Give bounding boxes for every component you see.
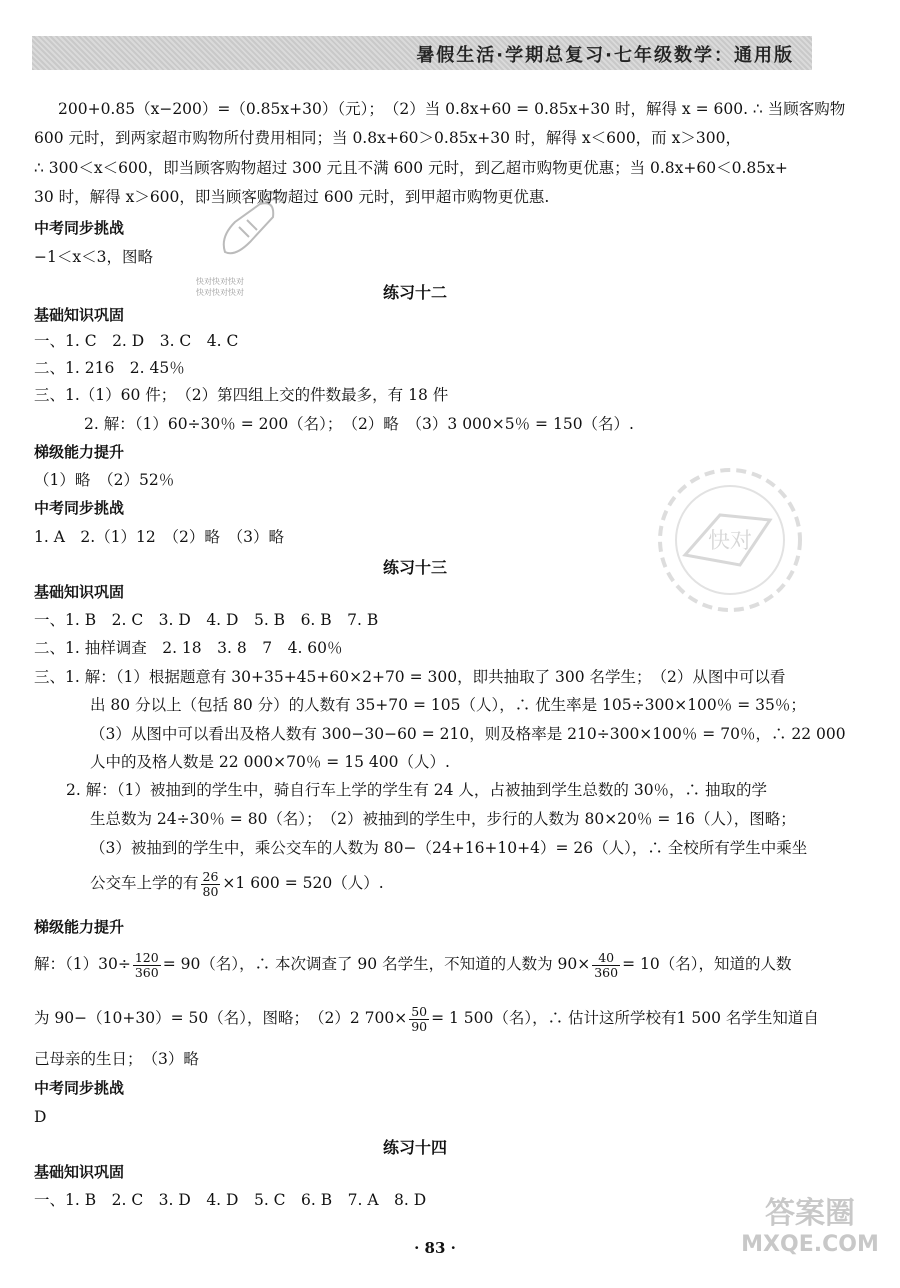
- stamp-watermark-icon: [650, 460, 810, 620]
- answer-line: 己母亲的生日； （3）略: [34, 1050, 199, 1068]
- section-heading: 中考同步挑战: [34, 1079, 125, 1097]
- answer-line: D: [34, 1108, 47, 1126]
- answer-line-with-fraction: 为 90−（10+30）= 50（名），图略； （2）2 700× $\frac{50}{90}$ = 1 500（名），∴ 估计这所学校有1 500 名学生知道自: [34, 1003, 819, 1034]
- answer-line: （3）从图中可以看出及格人数有 300−30−60 = 210，则及格率是 210÷300×100％ = 70％，∴ 22 000: [90, 725, 846, 743]
- answer-line: （1）略 （2）52％: [34, 471, 175, 489]
- answer-line: 1. A 2.（1）12 （2）略 （3）略: [34, 528, 285, 546]
- section-heading: 基础知识巩固: [34, 583, 125, 601]
- answer-line-with-fraction: 解：（1）30÷ $\frac{120}{360}$ = 90（名），∴ 本次调查了 90 名学生，不知道的人数为 90× $\frac{40}{360}$ = 10（名），知道的人数: [34, 949, 792, 980]
- section-heading: 梯级能力提升: [34, 443, 125, 461]
- header-banner: [32, 36, 812, 70]
- section-heading: 中考同步挑战: [34, 219, 125, 237]
- top-line-2: 600 元时，到两家超市购物所付费用相同；当 0.8x+60＞0.85x+30 时，解得 x＜600，而 x＞300，: [34, 129, 741, 147]
- fraction: $\frac{26}{80}$: [202, 868, 219, 899]
- answer-line: 2. 解：（1）60÷30％ = 200（名）； （2）略 （3）3 000×5％ = 150（名）.: [84, 415, 634, 433]
- answer-line: 二、1. 抽样调查 2. 18 3. 8 7 4. 60％: [34, 639, 343, 657]
- answer-line: 2. 解：（1）被抽到的学生中，骑自行车上学的学生有 24 人，占被抽到学生总数的 30％，∴ 抽取的学: [66, 781, 767, 799]
- answer-line: 三、1.（1）60 件； （2）第四组上交的件数最多，有 18 件: [34, 386, 449, 404]
- answer-line: 人中的及格人数是 22 000×70％ = 15 400（人）.: [90, 753, 450, 771]
- section-heading: 基础知识巩固: [34, 1163, 125, 1181]
- answer-line-with-fraction: 公交车上学的有 $\frac{26}{80}$ ×1 600 = 520（人）.: [90, 868, 384, 899]
- section-heading: 中考同步挑战: [34, 499, 125, 517]
- section-heading: 梯级能力提升: [34, 918, 125, 936]
- exercise-title: 练习十四: [382, 1138, 447, 1157]
- top-line-1: 200+0.85（x−200）=（0.85x+30）（元）； （2）当 0.8x+60 = 0.85x+30 时，解得 x = 600. ∴ 当顾客购物: [58, 100, 846, 118]
- answer-line: 一、1. B 2. C 3. D 4. D 5. B 6. B 7. B: [34, 611, 379, 629]
- exercise-title: 练习十二: [382, 283, 447, 302]
- section-heading: 基础知识巩固: [34, 306, 125, 324]
- answer-line: （3）被抽到的学生中，乘公交车的人数为 80−（24+16+10+4）= 26（人），∴ 全校所有学生中乘坐: [90, 839, 808, 857]
- watermark-small-text: 快对快对快对 快对快对快对: [196, 277, 244, 297]
- answer-line: 一、1. B 2. C 3. D 4. D 5. C 6. B 7. A 8. D: [34, 1191, 427, 1209]
- answer-line: 出 80 分以上（包括 80 分）的人数有 35+70 = 105（人），∴ 优生率是 105÷300×100％ = 35％；: [90, 696, 806, 714]
- answer-line: −1＜x＜3，图略: [34, 248, 153, 266]
- top-line-3: ∴ 300＜x＜600，即当顾客购物超过 300 元且不满 600 元时，到乙超市购物更优惠；当 0.8x+60＜0.85x+: [34, 159, 788, 177]
- header-title: 暑假生活·学期总复习·七年级数学：通用版: [416, 45, 794, 66]
- fraction: $\frac{120}{360}$: [134, 949, 159, 980]
- answer-line: 三、1. 解：（1）根据题意有 30+35+45+60×2+70 = 300，即共抽取了 300 名学生； （2）从图中可以看: [34, 668, 786, 686]
- answer-line: 生总数为 24÷30％ = 80（名）； （2）被抽到的学生中，步行的人数为 80×20％ = 16（人），图略；: [90, 810, 796, 828]
- svg-text:快对: 快对: [707, 529, 753, 554]
- answer-line: 二、1. 216 2. 45％: [34, 359, 185, 377]
- fraction: $\frac{40}{360}$: [594, 949, 619, 980]
- top-line-4: 30 时，解得 x＞600，即当顾客购物超过 600 元时，到甲超市购物更优惠.: [34, 188, 550, 206]
- page-number: · 83 ·: [414, 1239, 456, 1257]
- fraction: $\frac{50}{90}$: [411, 1003, 428, 1034]
- answer-line: 一、1. C 2. D 3. C 4. C: [34, 332, 239, 350]
- exercise-title: 练习十三: [382, 558, 447, 577]
- brand-watermark: 答案圈 MXQE.COM: [741, 1196, 879, 1257]
